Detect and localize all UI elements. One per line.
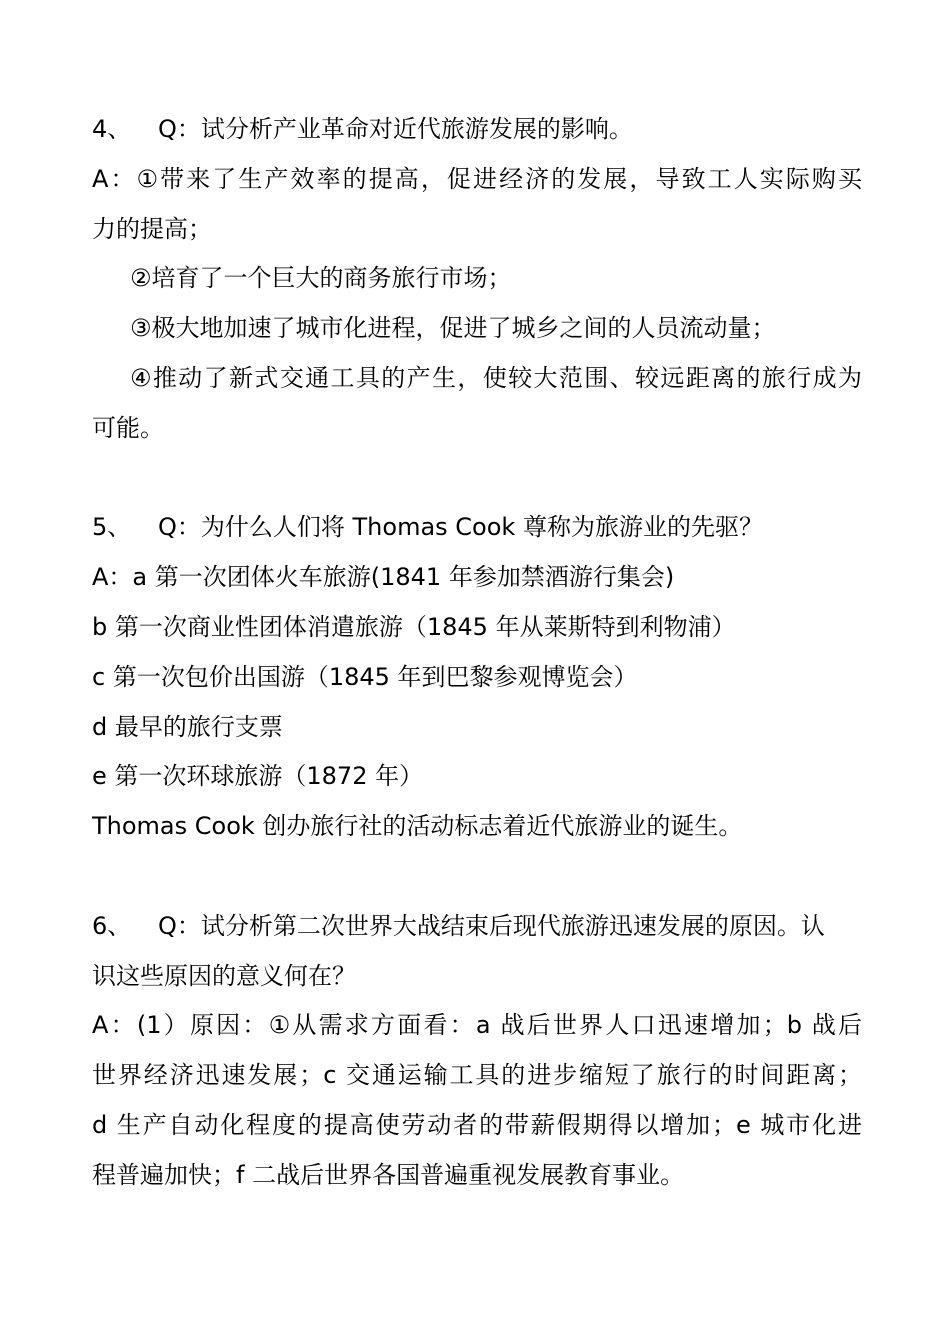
q5-answer-d: d 最早的旅行支票: [92, 712, 283, 741]
q4-answer-3: ③极大地加速了城市化进程，促进了城乡之间的人员流动量；: [130, 314, 776, 343]
document-page: [92, 105, 862, 1201]
q4-answer-2: ②培育了一个巨大的商务旅行市场；: [130, 264, 512, 293]
q5-answer-a: A：a 第一次团体火车旅游(1841 年参加禁酒游行集会): [92, 563, 675, 592]
q5-question: Q：为什么人们将 Thomas Cook 尊称为旅游业的先驱？: [158, 513, 763, 542]
q5-summary: Thomas Cook 创办旅行社的活动标志着近代旅游业的诞生。: [92, 812, 743, 841]
q4-answer-4: ④推动了新式交通工具的产生，使较大范围、较远距离的旅行成为: [130, 363, 862, 392]
q6-question: Q：试分析第二次世界大战结束后现代旅游迅速发展的原因。认: [158, 911, 825, 940]
q5-number: 5、: [92, 513, 132, 542]
q4-answer-1: A：①带来了生产效率的提高，促进经济的发展，导致工人实际购买: [92, 164, 862, 193]
q6-answer-line-3: d 生产自动化程度的提高使劳动者的带薪假期得以增加；e 城市化进: [92, 1110, 862, 1139]
spacer: [92, 454, 862, 504]
q6-question-cont: 识这些原因的意义何在？: [92, 961, 356, 990]
q4-question: Q：试分析产业革命对近代旅游发展的影响。: [158, 115, 633, 143]
q5-question-line: [92, 503, 862, 553]
q4-number: 4、: [92, 115, 132, 143]
q6-answer-line-4: 程普遍加快；f 二战后世界各国普遍重视发展教育事业。: [92, 1160, 685, 1189]
q5-answer-c: c 第一次包价出国游（1845 年到巴黎参观博览会）: [92, 662, 638, 691]
q6-number: 6、: [92, 911, 132, 940]
q6-answer-line-2: 世界经济迅速发展；c 交通运输工具的进步缩短了旅行的时间距离；: [92, 1061, 862, 1090]
spacer: [92, 852, 862, 902]
q6-answer-line-1: A：(1）原因：①从需求方面看：a 战后世界人口迅速增加；b 战后: [92, 1011, 862, 1040]
q4-answer-4-cont: 可能。: [92, 413, 164, 442]
q5-answer-e: e 第一次环球旅游（1872 年）: [92, 762, 424, 791]
q4-answer-1-cont: 力的提高；: [92, 214, 212, 243]
q4-question-line: [92, 105, 862, 155]
q5-answer-b: b 第一次商业性团体消遣旅游（1845 年从莱斯特到利物浦）: [92, 612, 736, 641]
q6-question-line: [92, 902, 862, 952]
